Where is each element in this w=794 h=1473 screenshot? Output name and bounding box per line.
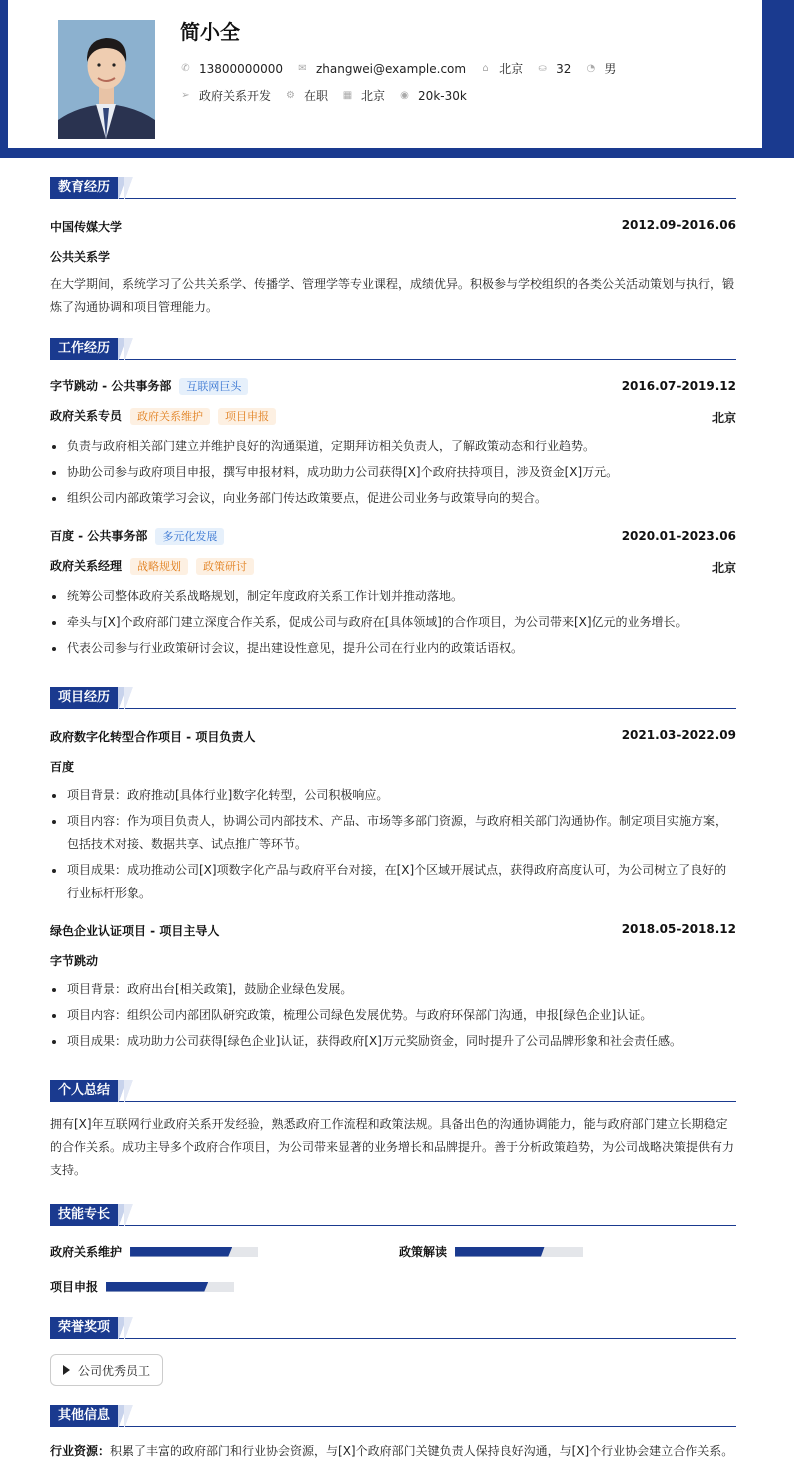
- coin-icon: ◉: [400, 90, 409, 101]
- education-section: [50, 176, 736, 314]
- work-title: 政府关系专员 政府关系维护 项目申报: [50, 407, 736, 425]
- city-value: 北京: [361, 89, 386, 103]
- work-company: 字节跳动 - 公共事务部 互联网巨头: [50, 377, 736, 395]
- phone-icon: ✆: [181, 63, 190, 74]
- email-info: [297, 62, 466, 76]
- list-item: 组织公司内部政策学习会议，向业务部门传达政策要点，促进公司业务与政策导向的契合。: [50, 487, 736, 510]
- list-item: 项目内容：组织公司内部团队研究政策，梳理公司绿色发展优势。与政府环保部门沟通，申报[绿色企业]认证。: [50, 1004, 736, 1027]
- skill-bar-fill: [130, 1247, 232, 1257]
- header-frame-bottom: [0, 148, 794, 158]
- honors-section: [50, 1316, 736, 1339]
- contact-row: [180, 60, 630, 77]
- age-info: [537, 62, 571, 76]
- position-value: 政府关系开发: [199, 89, 272, 103]
- education-period: 2012.09-2016.06: [621, 218, 736, 232]
- project-bullets: [50, 784, 736, 905]
- work-city: 北京: [711, 561, 736, 575]
- section-title: 其他信息: [50, 1405, 118, 1427]
- section-title: 技能专长: [50, 1204, 118, 1226]
- skill-name: 项目申报: [50, 1280, 99, 1294]
- skill-bar-fill: [106, 1282, 208, 1292]
- location-info: [480, 60, 523, 77]
- project-org: 字节跳动: [50, 954, 99, 968]
- skill-bar: [130, 1247, 258, 1257]
- cake-icon: ⛀: [538, 63, 547, 74]
- summary-section: [50, 1079, 736, 1177]
- other-header: [50, 1404, 736, 1427]
- other-section: [50, 1404, 736, 1458]
- work-period: 2016.07-2019.12: [621, 379, 736, 393]
- section-title: 荣誉奖项: [50, 1317, 118, 1339]
- skill-tag: 政策研讨: [196, 558, 254, 575]
- gender-info: [585, 60, 616, 77]
- send-icon: ➢: [181, 90, 190, 101]
- section-title: 项目经历: [50, 687, 118, 709]
- project-period: 2021.03-2022.09: [621, 728, 736, 742]
- mail-icon: ✉: [298, 63, 307, 74]
- list-item: 负责与政府相关部门建立并维护良好的沟通渠道，定期拜访相关负责人，了解政策动态和行业趋势。: [50, 435, 736, 458]
- section-title: 工作经历: [50, 338, 118, 360]
- gender-value: 男: [604, 62, 617, 76]
- other-label: 行业资源：: [50, 1444, 111, 1458]
- work-period: 2020.01-2023.06: [621, 529, 736, 543]
- skill-tag: 项目申报: [218, 408, 276, 425]
- salary-info: [399, 89, 467, 103]
- email-value: zhangwei@example.com: [315, 61, 467, 76]
- summary-text: 拥有[X]年互联网行业政府关系开发经验，熟悉政府工作流程和政策法规。具备出色的沟通协调能力，能与政府部门建立长期稳定的合作关系。成功主导多个政府合作项目，为公司带来显著的业务增长和品牌提升。善于分析政策趋势，为公司战略决策提供有力支持。: [50, 1117, 735, 1177]
- project-org: 百度: [50, 760, 75, 774]
- header-frame-left: [0, 0, 8, 158]
- projects-section: [50, 686, 736, 1048]
- company-tag: 多元化发展: [155, 528, 224, 545]
- company-tag: 互联网巨头: [179, 378, 248, 395]
- list-item: 统筹公司整体政府关系战略规划，制定年度政府关系工作计划并推动落地。: [50, 585, 736, 608]
- school-name: 中国传媒大学: [50, 220, 123, 234]
- location-value: 北京: [499, 62, 524, 76]
- position-info: [180, 87, 271, 104]
- section-title: 个人总结: [50, 1080, 118, 1102]
- intent-row: [180, 87, 481, 104]
- home-icon: ⌂: [482, 63, 489, 74]
- list-item: 项目内容：作为项目负责人，协调公司内部技术、产品、市场等多部门资源，与政府相关部门沟通协作。制定项目实施方案，包括技术对接、数据共享、试点推广等环节。: [50, 810, 736, 856]
- skill-bar: [455, 1247, 583, 1257]
- skill-bar: [106, 1282, 234, 1292]
- award-name: 公司优秀员工: [78, 1363, 151, 1378]
- list-item: 协助公司参与政府项目申报，撰写申报材料，成功助力公司获得[X]个政府扶持项目，涉及资金[X]万元。: [50, 461, 736, 484]
- play-icon: [63, 1365, 70, 1375]
- skill-name: 政府关系维护: [50, 1245, 123, 1259]
- other-info: [50, 1442, 736, 1459]
- skill-item: [50, 1243, 258, 1260]
- skill-item: [399, 1243, 583, 1260]
- gear-icon: ⚙: [286, 90, 295, 101]
- work-bullets: [50, 435, 736, 510]
- header-frame-right: [762, 0, 794, 148]
- section-title: 教育经历: [50, 177, 118, 199]
- project-name: 政府数字化转型合作项目 - 项目负责人: [50, 730, 256, 744]
- skill-item: [50, 1278, 234, 1295]
- honors-header: [50, 1316, 736, 1339]
- age-value: 32: [556, 61, 572, 76]
- list-item: 代表公司参与行业政策研讨会议，提出建设性意见，提升公司在行业内的政策话语权。: [50, 637, 736, 660]
- project-name: 绿色企业认证项目 - 项目主导人: [50, 924, 220, 938]
- major: 公共关系学: [50, 250, 111, 264]
- projects-header: [50, 686, 736, 709]
- work-title: 政府关系经理 战略规划 政策研讨: [50, 557, 736, 575]
- education-description: 在大学期间，系统学习了公共关系学、传播学、管理学等专业课程，成绩优异。积极参与学校组织的各类公关活动策划与执行，锻炼了沟通协调和项目管理能力。: [50, 277, 735, 314]
- phone-value: 13800000000: [199, 61, 283, 76]
- project-period: 2018.05-2018.12: [621, 922, 736, 936]
- work-section: [50, 337, 736, 655]
- work-bullets: [50, 585, 736, 660]
- other-text: 积累了丰富的政府部门和行业协会资源，与[X]个政府部门关键负责人保持良好沟通，与[X]个行业协会建立合作关系。: [110, 1444, 734, 1458]
- list-item: 牵头与[X]个政府部门建立深度合作关系，促成公司与政府在[具体领域]的合作项目，为公司带来[X]亿元的业务增长。: [50, 611, 736, 634]
- candidate-name: 简小全: [180, 20, 240, 44]
- phone-info: [180, 62, 283, 76]
- summary-header: [50, 1079, 736, 1102]
- status-value: 在职: [304, 89, 329, 103]
- list-item: 项目背景：政府出台[相关政策]，鼓励企业绿色发展。: [50, 978, 736, 1001]
- list-item: 项目背景：政府推动[具体行业]数字化转型，公司积极响应。: [50, 784, 736, 807]
- skills-header: [50, 1203, 736, 1226]
- list-item: 项目成果：成功推动公司[X]项数字化产品与政府平台对接，在[X]个区域开展试点，获得政府高度认可，为公司树立了良好的行业标杆形象。: [50, 859, 736, 905]
- award-badge: [50, 1354, 163, 1386]
- skills-section: [50, 1203, 736, 1226]
- avatar: [58, 20, 155, 139]
- work-header: [50, 337, 736, 360]
- salary-value: 20k-30k: [418, 88, 467, 103]
- education-header: [50, 176, 736, 199]
- status-info: [285, 87, 328, 104]
- skill-tag: 政府关系维护: [130, 408, 210, 425]
- skill-tag: 战略规划: [130, 558, 188, 575]
- work-city: 北京: [711, 411, 736, 425]
- work-company: 百度 - 公共事务部 多元化发展: [50, 527, 736, 545]
- building-icon: ▦: [342, 90, 353, 101]
- skill-name: 政策解读: [399, 1245, 448, 1259]
- list-item: 项目成果：成功助力公司获得[绿色企业]认证，获得政府[X]万元奖励资金，同时提升了公司品牌形象和社会责任感。: [50, 1030, 736, 1053]
- gender-icon: ◔: [586, 63, 596, 74]
- skill-bar-fill: [455, 1247, 545, 1257]
- project-bullets: [50, 978, 736, 1053]
- city-info: [342, 87, 385, 104]
